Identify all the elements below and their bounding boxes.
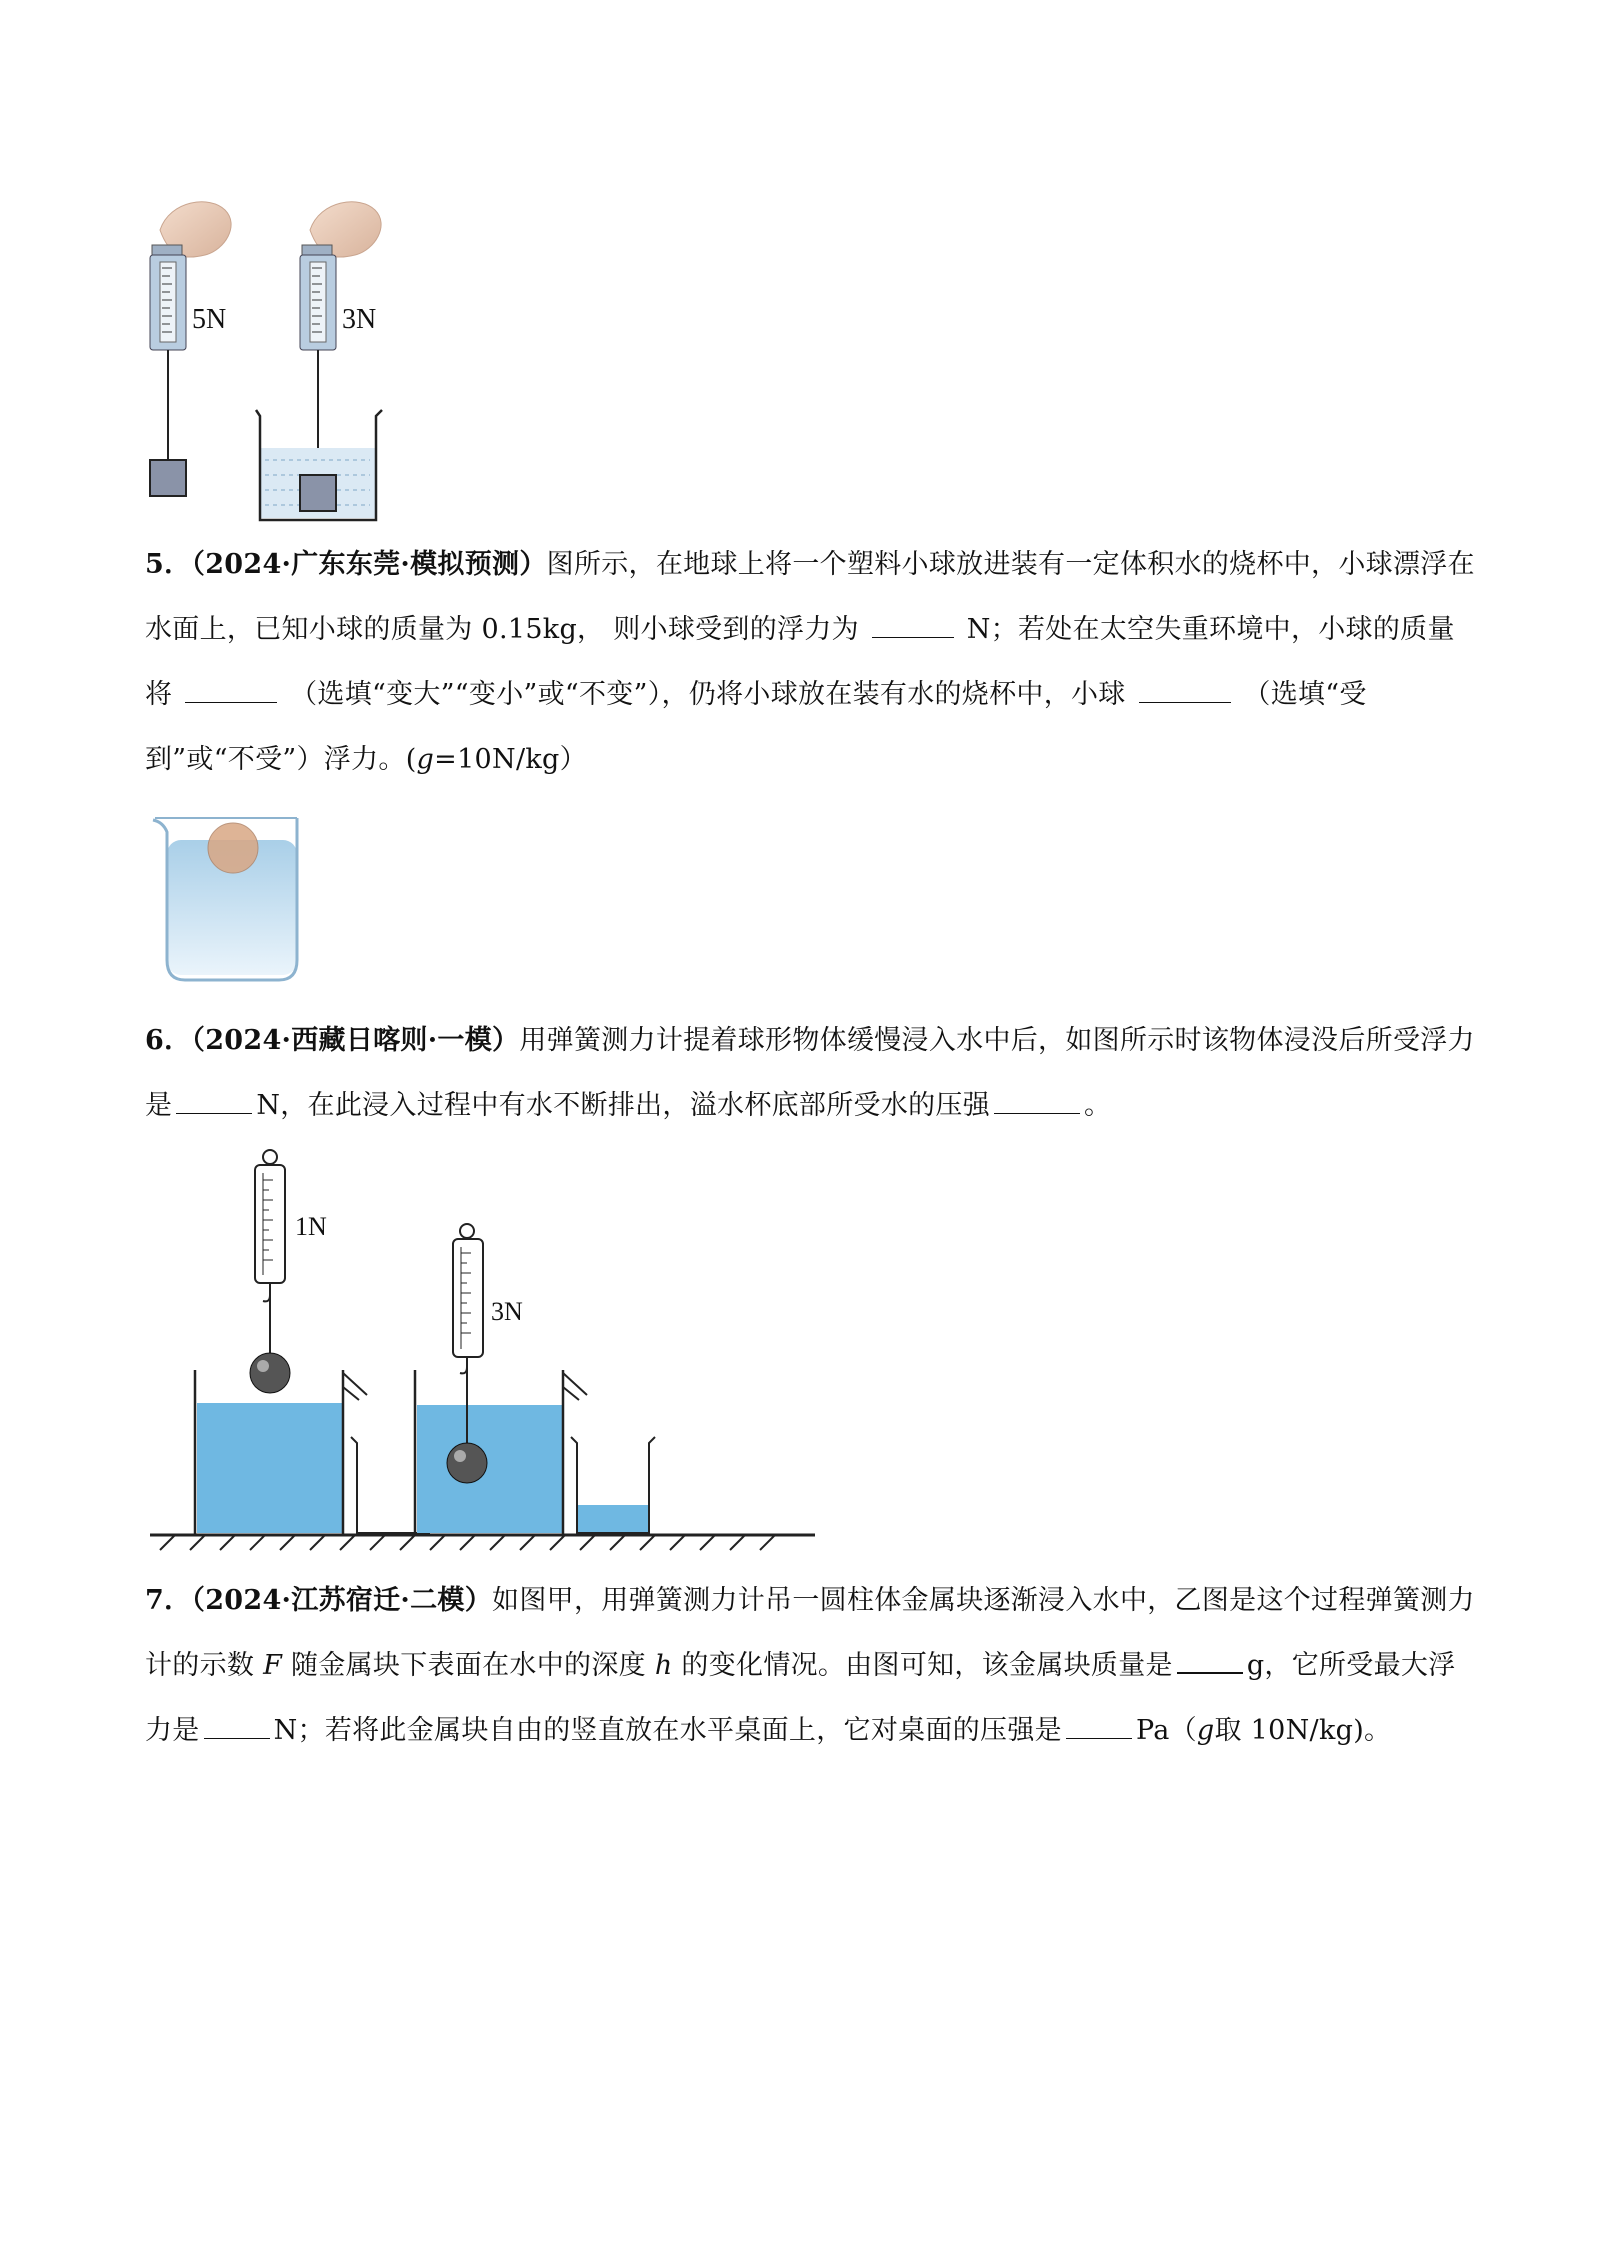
question-text: N；若处在太空失重环境中，小球的质量将 xyxy=(145,614,1455,710)
question-text: 随金属块下表面在水中的深度 xyxy=(291,1650,646,1681)
scale-reading-right: 3N xyxy=(342,304,377,335)
question-text: （选填“受到”或“不受”）浮力。( xyxy=(145,679,1367,775)
question-text: 如图甲，用弹簧测力计吊一圆柱体金属块逐渐浸入水中，乙图是这个过程弹簧测力计的示数 xyxy=(145,1585,1475,1681)
scale-reading-left: 1N xyxy=(295,1212,327,1241)
scale-reading-left: 5N xyxy=(192,304,227,335)
variable-g: g xyxy=(1196,1715,1215,1746)
variable-F: F xyxy=(263,1650,283,1681)
question-text: N，在此浸入过程中有水不断排出，溢水杯底部所受水的压强 xyxy=(256,1090,991,1121)
answer-blank-2[interactable] xyxy=(185,676,277,703)
question-text: 用弹簧测力计提着球形物体缓慢浸入水中后，如图所示时该物体浸没后所受浮力是 xyxy=(145,1025,1475,1121)
answer-blank-3[interactable] xyxy=(1066,1712,1132,1739)
question-5 xyxy=(145,532,1475,792)
answer-blank-1[interactable] xyxy=(1177,1646,1243,1674)
question-text: 取 10N/kg)。 xyxy=(1214,1715,1392,1746)
question-text: （选填“变大”“变小”或“不变”），仍将小球放在装有水的烧杯中，小球 xyxy=(290,679,1126,710)
answer-blank-2[interactable] xyxy=(204,1712,270,1739)
question-text: 图所示，在地球上将一个塑料小球放进装有一定体积水的烧杯中，小球漂浮在水面上，已知小球的质量为 0.15kg， 则小球受到的浮力为 xyxy=(145,549,1475,645)
answer-blank-3[interactable] xyxy=(1139,676,1231,703)
question-6 xyxy=(145,1008,1475,1138)
question-text: 的变化情况。由图可知，该金属块质量是 xyxy=(681,1650,1173,1681)
overflow-cup-figure xyxy=(145,1145,825,1555)
question-7 xyxy=(145,1568,1475,1763)
spring-scale-figure-top xyxy=(130,190,430,530)
question-text: 。 xyxy=(1084,1090,1112,1121)
question-number: 7． xyxy=(145,1585,192,1616)
question-text: Pa（ xyxy=(1135,1715,1197,1746)
variable-h: h xyxy=(654,1650,673,1681)
question-text: =10N/kg） xyxy=(434,744,587,775)
question-text: g，它所受最大浮力是 xyxy=(145,1650,1456,1746)
question-text: N；若将此金属块自由的竖直放在水平桌面上，它对桌面的压强是 xyxy=(273,1715,1062,1746)
answer-blank-2[interactable] xyxy=(994,1087,1080,1114)
question-source: （2024·江苏宿迁·二模） xyxy=(191,1585,493,1616)
answer-blank-1[interactable] xyxy=(872,611,954,638)
floating-ball-figure xyxy=(145,810,315,990)
answer-blank-1[interactable] xyxy=(176,1087,252,1114)
question-source: （2024·广东东莞·模拟预测） xyxy=(191,549,547,580)
scale-reading-right: 3N xyxy=(491,1297,523,1326)
question-number: 6． xyxy=(145,1025,192,1056)
variable-g: g xyxy=(416,744,435,775)
question-source: （2024·西藏日喀则·一模） xyxy=(191,1025,520,1056)
question-number: 5． xyxy=(145,549,192,580)
